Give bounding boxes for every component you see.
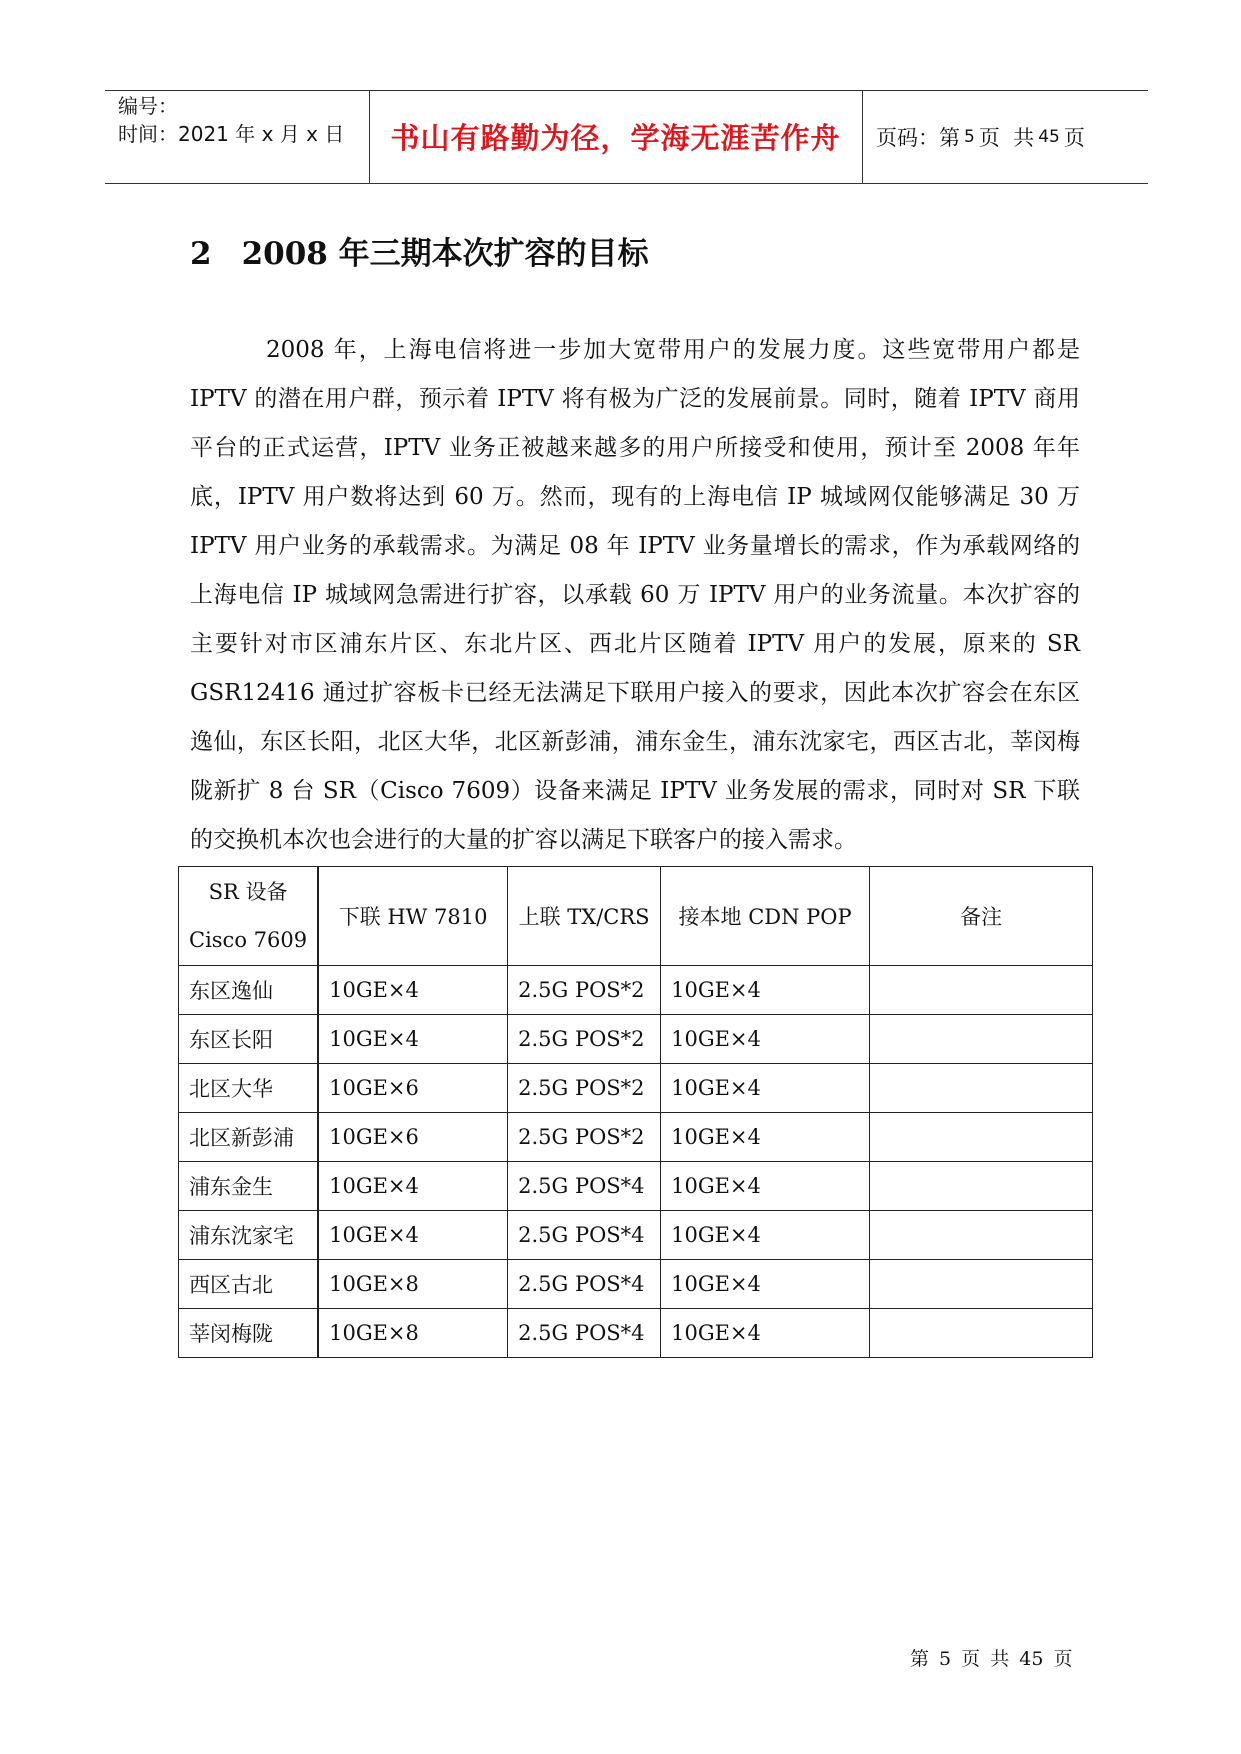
table-row: [179, 1015, 1093, 1064]
cell-cdn: 10GE×4: [661, 1113, 870, 1162]
cell-site: 莘闵梅陇: [179, 1309, 319, 1358]
header-sr-device-line2: Cisco 7609: [189, 928, 308, 952]
header-cell-note: 备注: [870, 867, 1093, 966]
document-time-label: 时间：2021 年 x 月 x 日: [118, 122, 345, 146]
cell-uplink: 2.5G POS*4: [508, 1211, 661, 1260]
cell-note: [870, 1211, 1093, 1260]
cell-downlink: 10GE×4: [318, 1162, 508, 1211]
header-divider-right: [862, 90, 863, 183]
cell-uplink: 2.5G POS*4: [508, 1309, 661, 1358]
page-current: 5: [964, 126, 975, 147]
cell-uplink: 2.5G POS*4: [508, 1260, 661, 1309]
header-meta: [118, 92, 344, 148]
cell-note: [870, 1309, 1093, 1358]
header-sr-device-line1: SR 设备: [208, 880, 288, 904]
header-bottom-rule: [105, 183, 1148, 184]
cell-cdn: 10GE×4: [661, 1015, 870, 1064]
cell-cdn: 10GE×4: [661, 1162, 870, 1211]
cell-note: [870, 1064, 1093, 1113]
page-mid: 页 共: [978, 125, 1035, 150]
cell-cdn: 10GE×4: [661, 1064, 870, 1113]
section-number: 2: [190, 236, 212, 272]
cell-note: [870, 1113, 1093, 1162]
cell-note: [870, 1260, 1093, 1309]
cell-downlink: 10GE×8: [318, 1260, 508, 1309]
section-heading: [190, 228, 649, 273]
cell-site: 北区大华: [179, 1064, 319, 1113]
body-paragraph: 2008 年，上海电信将进一步加大宽带用户的发展力度。这些宽带用户都是 IPTV 的潜在用户群，预示着 IPTV 将有极为广泛的发展前景。同时，随着 IPTV 商用平台的正式运营，IPTV 业务正被越来越多的用户所接受和使用，预计至 2008 年年底，IPTV 用户数将达到 60 万。然而，现有的上海电信 IP 城域网仅能够满足 30 万 IPTV 用户业务的承载需求。为满足 08 年 IPTV 业务量增长的需求，作为承载网络的上海电信 IP 城域网急需进行扩容，以承载 60 万 IPTV 用户的业务流量。本次扩容的主要针对市区浦东片区、东北片区、西北片区随着 IPTV 用户的发展，原来的 SR GSR12416 通过扩容板卡已经无法满足下联用户接入的要求，因此本次扩容会在东区逸仙，东区长阳，北区大华，北区新彭浦，浦东金生，浦东沈家宅，西区古北，莘闵梅陇新扩 8 台 SR（Cisco 7609）设备来满足 IPTV 业务发展的需求，同时对 SR 下联的交换机本次也会进行的大量的扩容以满足下联客户的接入需求。: [190, 337, 1080, 853]
cell-cdn: 10GE×4: [661, 1211, 870, 1260]
cell-uplink: 2.5G POS*2: [508, 1113, 661, 1162]
table-row: [179, 1113, 1093, 1162]
cell-cdn: 10GE×4: [661, 966, 870, 1015]
cell-note: [870, 1162, 1093, 1211]
sr-device-table: [178, 866, 1093, 1358]
cell-site: 东区长阳: [179, 1015, 319, 1064]
cell-note: [870, 1015, 1093, 1064]
page-suffix: 页: [1063, 125, 1085, 150]
cell-downlink: 10GE×6: [318, 1113, 508, 1162]
header-page-indicator: [876, 90, 1085, 183]
cell-downlink: 10GE×8: [318, 1309, 508, 1358]
header-cell-cdn: 接本地 CDN POP: [661, 867, 870, 966]
header-cell-sr-device: [179, 867, 319, 966]
table-row: [179, 966, 1093, 1015]
table-row: [179, 1211, 1093, 1260]
cell-site: 浦东金生: [179, 1162, 319, 1211]
header-cell-downlink: 下联 HW 7810: [318, 867, 508, 966]
table-row: [179, 1162, 1093, 1211]
cell-downlink: 10GE×4: [318, 1015, 508, 1064]
page-total: 45: [1038, 126, 1060, 147]
cell-site: 北区新彭浦: [179, 1113, 319, 1162]
cell-uplink: 2.5G POS*2: [508, 1015, 661, 1064]
cell-uplink: 2.5G POS*2: [508, 966, 661, 1015]
cell-downlink: 10GE×6: [318, 1064, 508, 1113]
cell-site: 浦东沈家宅: [179, 1211, 319, 1260]
page-footer: 第 5 页 共 45 页: [910, 1648, 1073, 1670]
section-title: 2008 年三期本次扩容的目标: [241, 236, 649, 272]
header-cell-uplink: 上联 TX/CRS: [508, 867, 661, 966]
cell-cdn: 10GE×4: [661, 1309, 870, 1358]
cell-cdn: 10GE×4: [661, 1260, 870, 1309]
cell-site: 西区古北: [179, 1260, 319, 1309]
cell-uplink: 2.5G POS*4: [508, 1162, 661, 1211]
table-header-row: [179, 867, 1093, 966]
table-row: [179, 1260, 1093, 1309]
page-prefix: 页码：第: [876, 125, 960, 150]
cell-site: 东区逸仙: [179, 966, 319, 1015]
cell-uplink: 2.5G POS*2: [508, 1064, 661, 1113]
cell-note: [870, 966, 1093, 1015]
table-row: [179, 1309, 1093, 1358]
document-number-label: 编号：: [118, 94, 178, 118]
cell-downlink: 10GE×4: [318, 1211, 508, 1260]
header-motto: 书山有路勤为径，学海无涯苦作舟: [390, 121, 841, 155]
cell-downlink: 10GE×4: [318, 966, 508, 1015]
table-row: [179, 1064, 1093, 1113]
